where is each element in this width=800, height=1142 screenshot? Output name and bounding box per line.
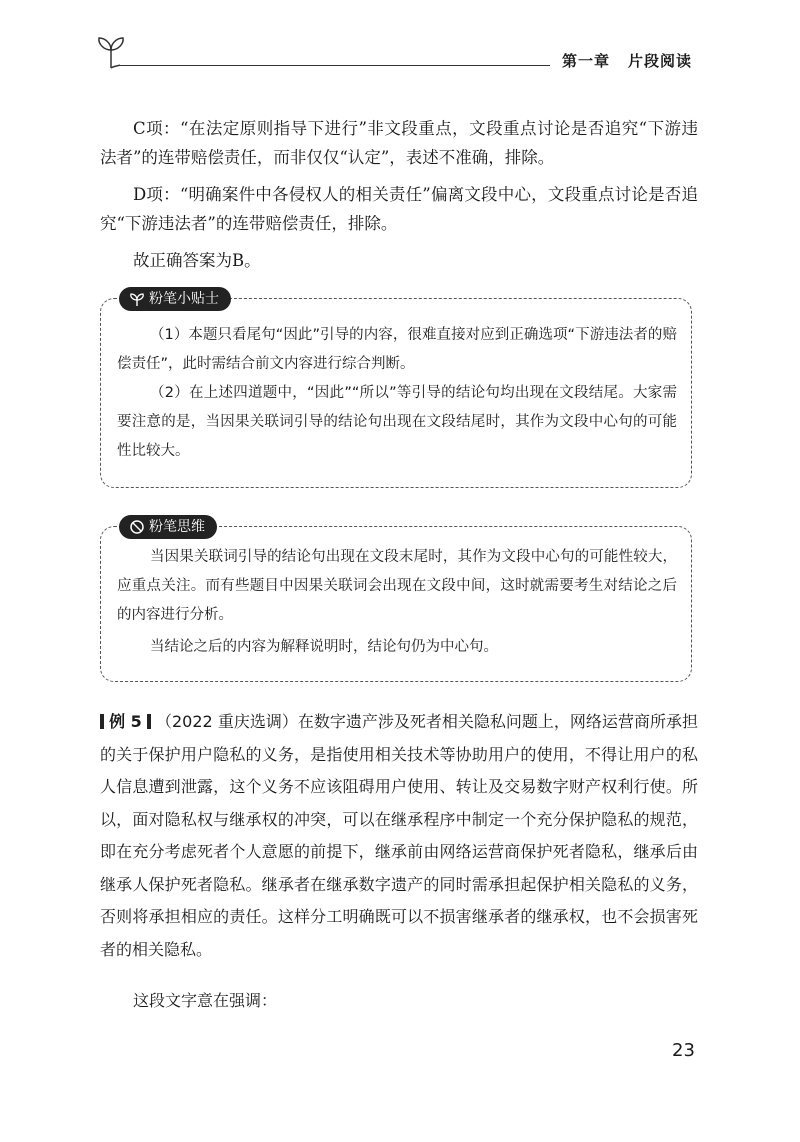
example-label: 例 5	[109, 712, 142, 731]
example-question: 这段文字意在强调：	[133, 991, 278, 1010]
thinking-paragraph-1: 当因果关联词引导的结论句出现在文段末尾时，其作为文段中心句的可能性较大，应重点关注。而有些题目中因果关联词会出现在文段中间，这时就需要考生对结论之后的内容进行分析。	[117, 549, 677, 623]
example-source: （2022 重庆选调）	[156, 712, 298, 731]
header-rule	[118, 65, 550, 66]
section-label: 片段阅读	[628, 52, 693, 70]
thinking-box	[100, 519, 692, 682]
sprout-icon	[129, 291, 145, 307]
tip-paragraph-2: （2）在上述四道题中，“因此”“所以”等引导的结论句均出现在文段结尾。大家需要注意的是，当因果关联词引导的结论句出现在文段结尾时，其作为文段中心句的可能性比较大。	[117, 385, 677, 459]
example-text: 在数字遗产涉及死者相关隐私问题上，网络运营商所承担的关于保护用户隐私的义务，是指使用相关技术等协助用户的使用，不得让用户的私人信息遭到泄露，这个义务不应该阻碍用户使用、转让及交易数字财产权利行使。所以，面对隐私权与继承权的冲突，可以在继承程序中制定一个充分保护隐私的规范，即在充分考虑死者个人意愿的前提下，继承前由网络运营商保护死者隐私，继承后由继承人保护死者隐私。继承者在继承数字遗产的同时需承担起保护相关隐私的义务，否则将承担相应的责任。这样分工明确既可以不损害继承者的继承权，也不会损害死者的相关隐私。	[100, 712, 698, 959]
thinking-box-title: 粉笔思维	[149, 519, 205, 535]
thinking-paragraph-2: 当结论之后的内容为解释说明时，结论句仍为中心句。	[150, 639, 498, 655]
tip-paragraph-1: （1）本题只看尾句“因此”引导的内容，很难直接对应到正确选项“下游违法者的赔偿责任”，此时需结合前文内容进行综合判断。	[117, 327, 677, 372]
option-c-analysis: C项：“在法定原则指导下进行”非文段重点，文段重点讨论是否追究“下游违法者”的连带赔偿责任，而非仅仅“认定”，表述不准确，排除。	[100, 119, 698, 167]
page-number: 23	[672, 1040, 695, 1061]
tip-box	[100, 291, 692, 488]
answer-line: 故正确答案为B。	[133, 251, 261, 270]
tip-box-title: 粉笔小贴士	[149, 291, 219, 307]
option-d-analysis: D项：“明确案件中各侵权人的相关责任”偏离文段中心，文段重点讨论是否追究“下游违法者”的连带赔偿责任，排除。	[100, 185, 698, 233]
running-header	[562, 50, 712, 71]
tip-box-tag	[119, 287, 231, 311]
example-marker-left	[100, 714, 104, 729]
example-5	[100, 706, 698, 966]
thinking-box-tag	[119, 515, 217, 539]
example-marker-right	[147, 714, 151, 729]
no-circle-icon	[129, 519, 145, 535]
sprout-icon	[96, 30, 126, 70]
chapter-label: 第一章	[562, 52, 611, 70]
